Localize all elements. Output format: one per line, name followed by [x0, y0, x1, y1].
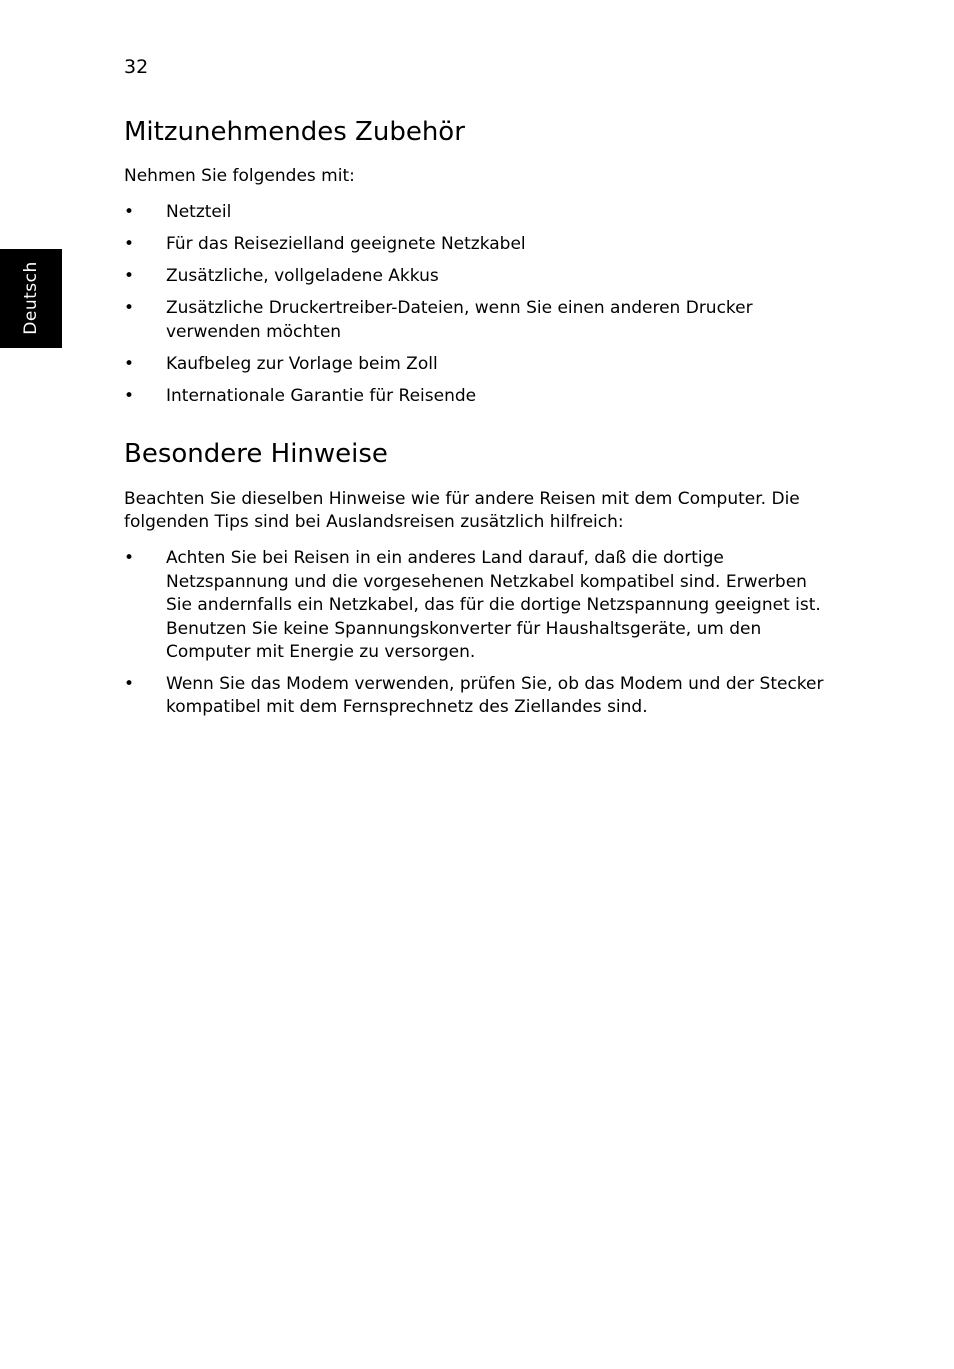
notes-list: [124, 547, 824, 720]
list-item-text: Zusätzliche, vollgeladene Akkus: [166, 266, 439, 286]
list-item-text: Zusätzliche Druckertreiber-Dateien, wenn Sie einen anderen Drucker verwenden möchten: [166, 298, 753, 342]
bullet-icon: •: [124, 353, 135, 374]
list-item: [124, 297, 824, 344]
accessories-list: [124, 201, 824, 408]
list-item-text: Wenn Sie das Modem verwenden, prüfen Sie, ob das Modem und der Stecker kompatibel mit dem Fernsprechnetz des Ziellandes sind.: [166, 673, 824, 717]
bullet-icon: •: [124, 234, 135, 254]
language-side-tab: [0, 249, 62, 348]
list-item-text: Netzteil: [166, 202, 232, 222]
list-item: [124, 265, 824, 289]
section-intro-accessories: Nehmen Sie folgendes mit:: [124, 166, 355, 186]
list-item-text: Für das Reisezielland geeignete Netzkabel: [166, 234, 526, 254]
section-intro-notes: Beachten Sie dieselben Hinweise wie für andere Reisen mit dem Computer. Die folgenden Tips sind bei Auslandsreisen zusätzlich hilfreich:: [124, 489, 800, 532]
bullet-icon: •: [124, 202, 135, 222]
list-item-text: Kaufbeleg zur Vorlage beim Zoll: [166, 353, 438, 374]
list-item: [124, 201, 824, 225]
bullet-icon: •: [124, 298, 135, 318]
list-item: [124, 547, 824, 665]
page-content: [124, 114, 824, 728]
list-item-text: Internationale Garantie für Reisende: [166, 385, 477, 406]
list-item: [124, 673, 824, 720]
section-heading-accessories: Mitzunehmendes Zubehör: [124, 117, 465, 147]
list-item: [124, 233, 824, 257]
list-item: [124, 385, 824, 409]
bullet-icon: •: [124, 385, 135, 406]
list-item-text: Achten Sie bei Reisen in ein anderes Land darauf, daß die dortige Netzspannung und die vorgesehenen Netzkabel kompatibel sind. Erwerben Sie andernfalls ein Netzkabel, das für die dortige Netzspannung geeignet ist. Benutzen Sie keine Spannungskonverter für Haushaltsgeräte, um den Computer mit Energie zu versorgen.: [166, 548, 821, 662]
bullet-icon: •: [124, 266, 135, 286]
bullet-icon: •: [124, 673, 135, 694]
side-tab-label: Deutsch: [21, 261, 41, 335]
bullet-icon: •: [124, 548, 135, 568]
section-heading-notes: Besondere Hinweise: [124, 439, 388, 469]
page-number: 32: [124, 56, 149, 78]
list-item: [124, 353, 824, 377]
